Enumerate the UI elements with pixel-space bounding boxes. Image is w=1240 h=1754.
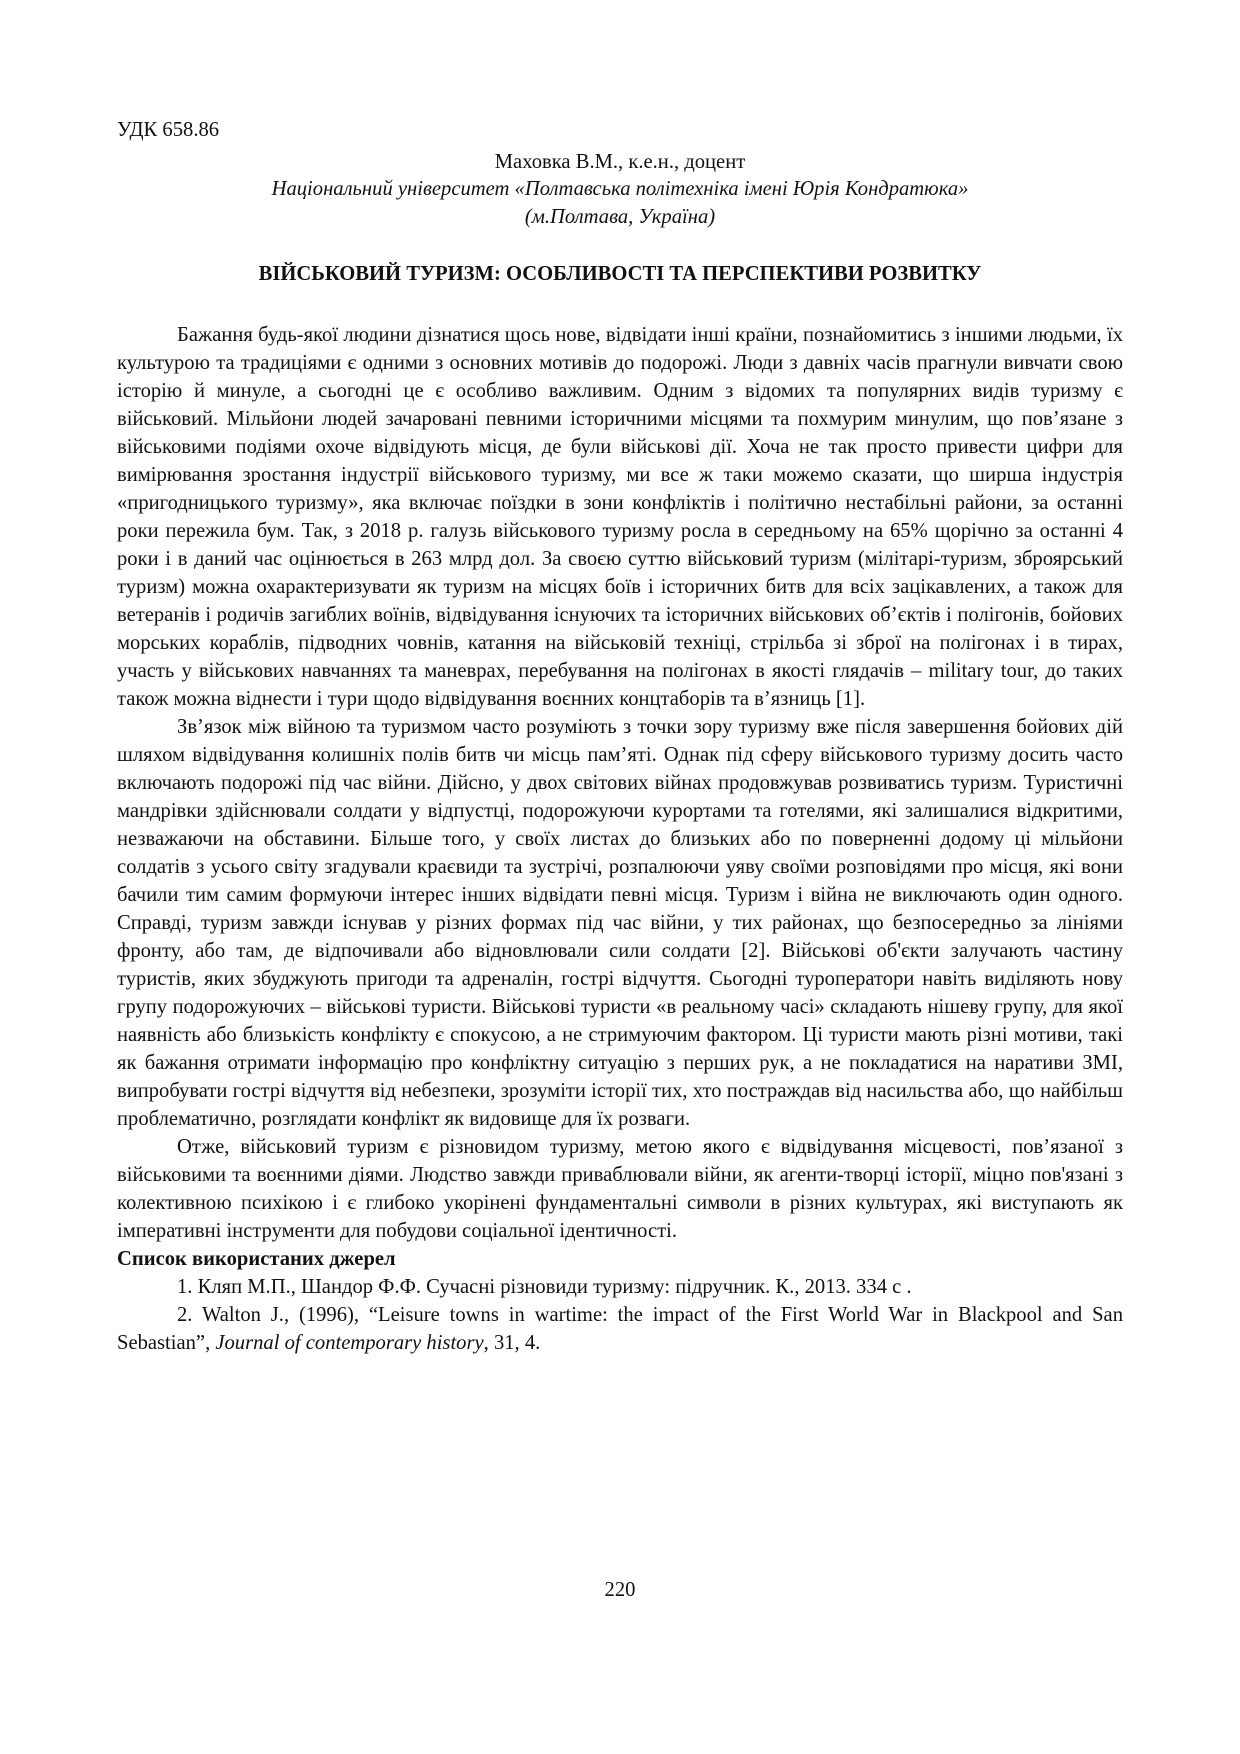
paper-title: ВІЙСЬКОВИЙ ТУРИЗМ: ОСОБЛИВОСТІ ТА ПЕРСПЕКТИВИ РОЗВИТКУ [258,263,982,285]
references-heading: Список використаних джерел [117,1248,396,1270]
paragraph-2: Зв’язок між війною та туризмом часто розуміють з точки зору туризму вже після завершення бойових дій шляхом відвідування колишніх полів битв чи місць пам’яті. Однак під сферу військового туризму досить часто включають подорожі під час війни. Дійсно, у двох світових війнах продовжував розвиватись туризм. Туристичні мандрівки здійснювали солдати у відпустці, подорожуючи курортами та готелями, які залишалися відкритими, незважаючи на обставини. Більше того, у своїх листах до близьких або по поверненні додому ці мільйони солдатів з усього світу згадували краєвиди та зустрічі, розпалюючи уяву своїми розповідями про місця, які вони бачили тим самим формуючи інтерес інших відвідати певні місця. Туризм і війна не виключають один одного. Справді, туризм завжди існував у різних формах під час війни, у тих районах, що безпосередньо за лініями фронту, або там, де відпочивали або відновлювали сили солдати [2]. Військові об'єкти залучають частину туристів, яких збуджують пригоди та адреналін, гострі відчуття. Сьогодні туроператори навіть виділяють нову групу подорожуючих – військові туристи. Військові туристи «в реальному часі» складають нішеву групу, для якої наявність або близькість конфлікту є спокусою, а не стримуючим фактором. Ці туристи мають різні мотиви, такі як бажання отримати інформацію про конфліктну ситуацію з перших рук, а не покладатися на наративи ЗМІ, випробувати гострі відчуття від небезпеки, зрозуміти історії тих, хто постраждав від насильства або, що найбільш проблематично, розглядати конфлікт як видовище для їх розваги. [117,716,1123,1130]
udc-code: УДК 658.86 [117,119,220,141]
reference-1: 1. Кляп М.П., Шандор Ф.Ф. Сучасні різновиди туризму: підручник. К., 2013. 334 с . [177,1276,912,1298]
reference-2-main: 2. Walton J., (1996), “Leisure towns in wartime: the impact of the First World War in Blackpool and San Sebastian”, [117,1304,1123,1354]
affiliation: Національний університет «Полтавська політехніка імені Юрія Кондратюка» [271,178,969,200]
city: (м.Полтава, Україна) [524,206,716,228]
reference-2-tail: , 31, 4. [483,1332,541,1354]
reference-2-journal: Journal of contemporary history [215,1332,484,1354]
paper-body [117,321,1123,1357]
paragraph-1: Бажання будь-якої людини дізнатися щось нове, відвідати інші країни, познайомитись з іншими людьми, їх культурою та традиціями є одними з основних мотивів до подорожі. Люди з давніх часів прагнули вивчати свою історію й минуле, а сьогодні це є особливо важливим. Одним з відомих та популярних видів туризму є військовий. Мільйони людей зачаровані певними історичними місцями та похмурим минулим, що пов’язане з військовими подіями охоче відвідують місця, де були військові дії. Хоча не так просто привести цифри для вимірювання зростання індустрії військового туризму, ми все ж таки можемо сказати, що ширша індустрія «пригодницького туризму», яка включає поїздки в зони конфліктів і політично нестабільні райони, за останні роки пережила бум. Так, з 2018 р. галузь військового туризму росла в середньому на 65% щорічно за останні 4 роки і в даний час оцінюється в 263 млрд дол. За своєю суттю військовий туризм (мілітарі-туризм, зброярський туризм) можна охарактеризувати як туризм на місцях боїв і історичних битв для всіх зацікавлених, а також для ветеранів і родичів загиблих воїнів, відвідування існуючих та історичних військових об’єктів і полігонів, бойових морських кораблів, підводних човнів, катання на військовій техніці, стрільба зі зброї на полігонах і в тирах, участь у військових навчаннях та маневрах, перебування на полігонах в якості глядачів – military tour, до таких також можна віднести і тури щодо відвідування воєнних концтаборів та в’язниць [1]. [117,324,1123,710]
paragraph-3: Отже, військовий туризм є різновидом туризму, метою якого є відвідування місцевості, пов’язаної з військовими та воєнними діями. Людство завжди приваблювали війни, як агенти-творці історії, міцно пов'язані з колективною психікою і є глибоко укорінені фундаментальні символи в різних культурах, які виступають як імперативні інструменти для побудови соціальної ідентичності. [117,1136,1123,1242]
reference-2 [117,1301,1123,1357]
author-line: Маховка В.М., к.е.н., доцент [494,151,746,173]
page-number: 220 [604,1579,636,1601]
